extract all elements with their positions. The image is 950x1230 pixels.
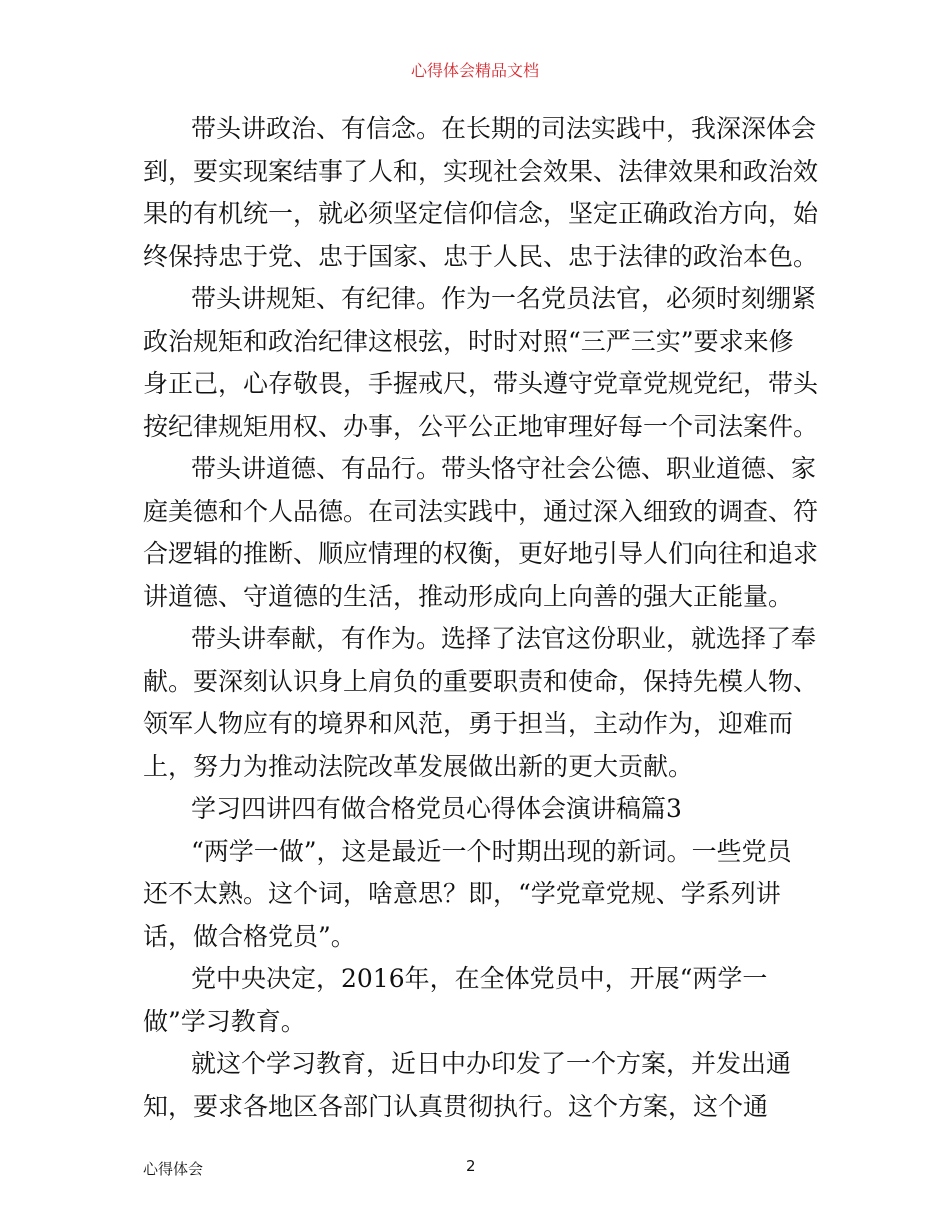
paragraph-line: 做”学习教育。 (143, 1006, 306, 1036)
paragraph-line: 带头讲规矩、有纪律。作为一名党员法官，必须时刻绷紧 (191, 284, 817, 313)
paragraph (143, 958, 819, 1043)
paragraph-line: 带头讲道德、有品行。带头恪守社会公德、职业道德、家 (191, 454, 817, 483)
document-body (143, 108, 819, 1128)
paragraph (143, 278, 819, 448)
paragraph-line: 还不太熟。这个词，啥意思？即，“学党章党规、学系列讲 (143, 879, 781, 908)
paragraph-line: 学习四讲四有做合格党员心得体会演讲稿篇3 (191, 794, 682, 823)
paragraph-line: 知，要求各地区各部门认真贯彻执行。这个方案，这个通 (143, 1091, 769, 1121)
footer-label: 心得体会 (143, 1160, 204, 1178)
paragraph-line: 上，努力为推动法院改革发展做出新的更大贡献。 (143, 751, 694, 781)
paragraph-line: 就这个学习教育，近日中办印发了一个方案，并发出通 (191, 1049, 792, 1078)
paragraph-line: 到，要实现案结事了人和，实现社会效果、法律效果和政治效 (143, 156, 819, 186)
paragraph-line: 领军人物应有的境界和风范，勇于担当，主动作为，迎难而 (143, 709, 794, 738)
paragraph-line: 党中央决定，2016年，在全体党员中，开展“两学一 (191, 964, 768, 993)
paragraph-line: 带头讲奉献，有作为。选择了法官这份职业，就选择了奉 (191, 624, 817, 653)
page-header-title: 心得体会精品文档 (410, 61, 539, 80)
paragraph-line: 终保持忠于党、忠于国家、忠于人民、忠于法律的政治本色。 (143, 241, 819, 271)
paragraph-line: 庭美德和个人品德。在司法实践中，通过深入细致的调查、符 (143, 496, 819, 526)
paragraph (143, 788, 819, 831)
paragraph-line: “两学一做”，这是最近一个时期出现的新词。一些党员 (191, 836, 792, 866)
paragraph-line: 政治规矩和政治纪律这根弦，时时对照“三严三实”要求来修 (143, 326, 794, 356)
paragraph-line: 带头讲政治、有信念。在长期的司法实践中，我深深体会 (191, 114, 817, 143)
paragraph (143, 831, 819, 959)
paragraph-line: 果的有机统一，就必须坚定信仰信念，坚定正确政治方向，始 (143, 199, 819, 228)
paragraph-line: 身正己，心存敬畏，手握戒尺，带头遵守党章党规党纪，带头 (143, 369, 819, 398)
paragraph (143, 618, 819, 788)
paragraph (143, 1043, 819, 1128)
paragraph (143, 108, 819, 278)
paragraph-line: 按纪律规矩用权、办事，公平公正地审理好每一个司法案件。 (143, 411, 819, 441)
paragraph-line: 话，做合格党员”。 (143, 921, 356, 951)
paragraph-line: 合逻辑的推断、顺应情理的权衡，更好地引导人们向往和追求 (143, 539, 819, 568)
page-number: 2 (466, 1157, 476, 1175)
paragraph (143, 448, 819, 618)
paragraph-line: 献。要深刻认识身上肩负的重要职责和使命，保持先模人物、 (143, 666, 819, 696)
paragraph-line: 讲道德、守道德的生活，推动形成向上向善的强大正能量。 (143, 581, 794, 611)
